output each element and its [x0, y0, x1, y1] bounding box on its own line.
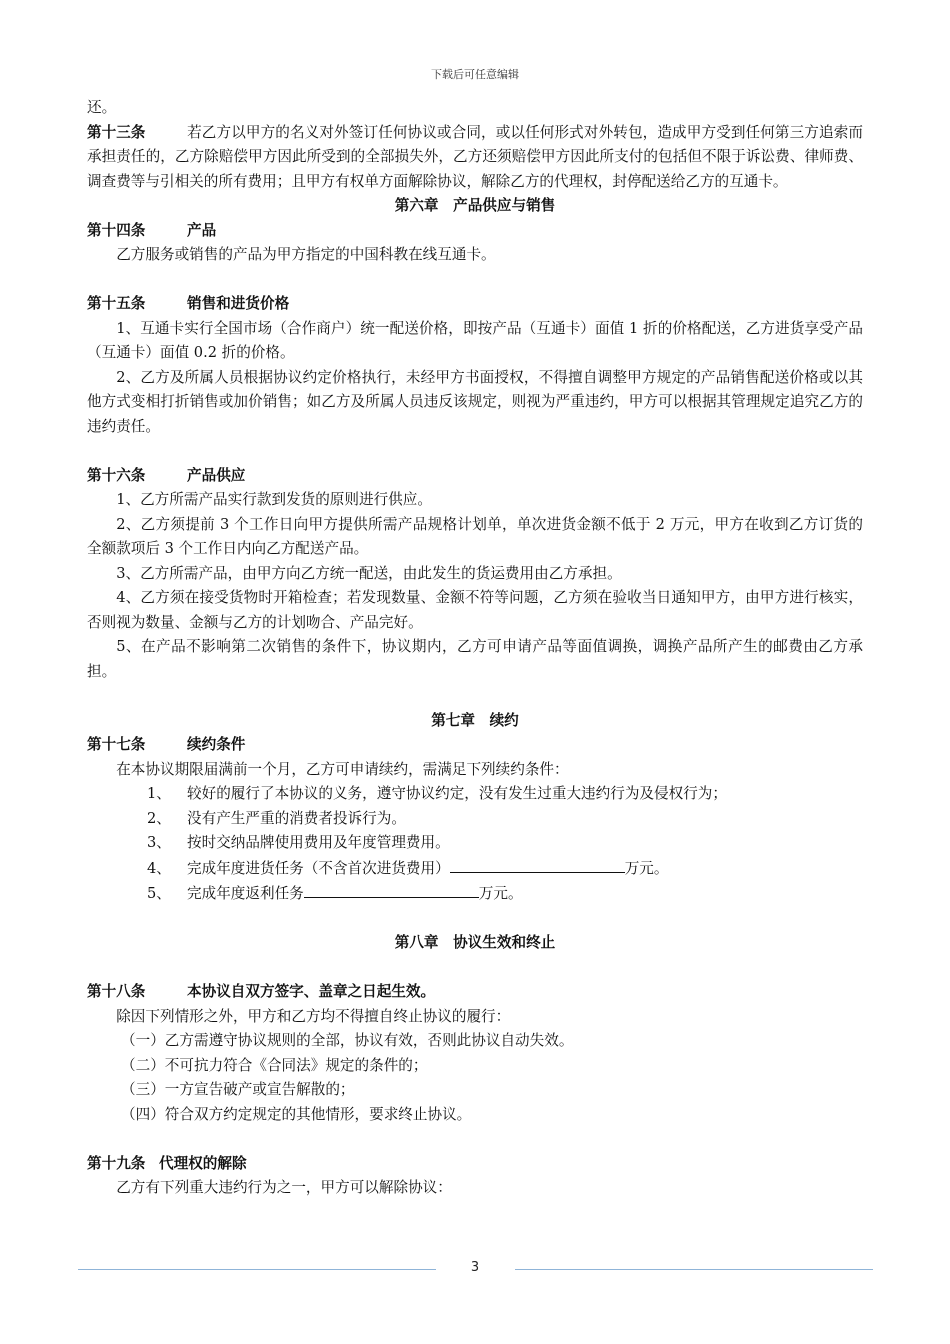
page-number: 3	[470, 1260, 480, 1275]
renewal-condition	[87, 807, 863, 832]
article-number: 第十七条	[87, 736, 146, 753]
spacer	[87, 268, 863, 293]
spacer	[87, 439, 863, 464]
article-16-item: 5、在产品不影响第二次销售的条件下，协议期内，乙方可申请产品等面值调换，调换产品所产生的邮费由乙方承担。	[87, 638, 863, 680]
list-text: 较好的履行了本协议的义务，遵守协议约定，没有发生过重大违约行为及侵权行为；	[187, 785, 727, 802]
article-title: 本协议自双方签字、盖章之日起生效。	[187, 983, 436, 1000]
document-body	[87, 96, 863, 1201]
spacer	[87, 956, 863, 981]
article-15-item: 1、互通卡实行全国市场（合作商户）统一配送价格，即按产品（互通卡）面值 1 折的价格配送，乙方进货享受产品（互通卡）面值 0.2 折的价格。	[87, 319, 863, 361]
article-16-heading	[87, 464, 863, 489]
article-title: 续约条件	[187, 736, 246, 753]
termination-case: （四）符合双方约定规定的其他情形，要求终止协议。	[121, 1105, 472, 1123]
list-suffix: 万元。	[624, 859, 669, 877]
article-number: 第十三条	[87, 123, 146, 141]
list-number: 1、	[147, 785, 171, 802]
article-16-item: 1、乙方所需产品实行款到发货的原则进行供应。	[116, 491, 432, 508]
renewal-condition	[87, 881, 863, 907]
article-19-heading	[87, 1152, 863, 1177]
article-text: 若乙方以甲方的名义对外签订任何协议或合同，或以任何形式对外转包，造成甲方受到任何第三方追索而承担责任的，乙方除赔偿甲方因此所受到的全部损失外，乙方还须赔偿甲方因此所支付的包括但不限于诉讼费、律师费、调查费等与引相关的所有费用；且甲方有权单方面解除协议，解除乙方的代理权，封停配送给乙方的互通卡。	[87, 123, 863, 190]
list-number: 2、	[147, 809, 171, 827]
spacer	[87, 907, 863, 932]
article-16-item: 2、乙方须提前 3 个工作日向甲方提供所需产品规格计划单，单次进货金额不低于 2 万元，甲方在收到乙方订货的全额款项后 3 个工作日内向乙方配送产品。	[87, 515, 863, 557]
fill-in-blank[interactable]	[304, 881, 479, 898]
article-13	[87, 121, 863, 195]
article-16-item: 3、乙方所需产品，由甲方向乙方统一配送，由此发生的货运费用由乙方承担。	[116, 564, 622, 582]
list-number: 4、	[147, 859, 171, 877]
continuation-text: 还。	[87, 99, 117, 116]
article-18-intro: 除因下列情形之外，甲方和乙方均不得擅自终止协议的履行：	[116, 1007, 511, 1025]
article-number: 第十五条	[87, 295, 146, 312]
list-text: 完成年度进货任务（不含首次进货费用）	[187, 859, 450, 877]
article-number: 第十六条	[87, 466, 146, 484]
chapter-7-title: 第七章 续约	[431, 711, 519, 729]
termination-case: （三）一方宣告破产或宣告解散的；	[121, 1081, 355, 1098]
article-title: 代理权的解除	[159, 1154, 247, 1172]
renewal-condition	[87, 856, 863, 882]
spacer	[87, 1127, 863, 1152]
fill-in-blank[interactable]	[450, 856, 625, 873]
list-text: 按时交纳品牌使用费用及年度管理费用。	[187, 834, 450, 851]
list-suffix: 万元。	[478, 885, 523, 902]
chapter-6-title: 第六章 产品供应与销售	[394, 197, 556, 214]
article-14-body: 乙方服务或销售的产品为甲方指定的中国科教在线互通卡。	[116, 246, 496, 263]
article-17-intro: 在本协议期限届满前一个月，乙方可申请续约，需满足下列续约条件：	[116, 760, 569, 778]
list-number: 5、	[147, 885, 171, 902]
page-header: 下载后可任意编辑	[431, 68, 519, 81]
article-number: 第十九条	[87, 1154, 146, 1172]
list-text: 完成年度返利任务	[187, 885, 304, 902]
article-title: 销售和进货价格	[187, 295, 290, 312]
termination-case: （二）不可抗力符合《合同法》规定的条件的；	[121, 1056, 428, 1074]
footer-divider-left	[78, 1269, 436, 1270]
article-16-item: 4、乙方须在接受货物时开箱检查；若发现数量、金额不符等问题，乙方须在验收当日通知甲方，由甲方进行核实，否则视为数量、金额与乙方的计划吻合、产品完好。	[87, 589, 863, 631]
article-17-heading	[87, 733, 863, 758]
page-footer	[0, 1260, 950, 1280]
article-number: 第十八条	[87, 983, 146, 1000]
footer-divider-right	[515, 1269, 873, 1270]
article-14-heading	[87, 219, 863, 244]
article-title: 产品	[187, 221, 217, 239]
renewal-condition	[87, 831, 863, 856]
article-15-heading	[87, 292, 863, 317]
spacer	[87, 684, 863, 709]
article-title: 产品供应	[187, 466, 246, 484]
article-18-heading	[87, 980, 863, 1005]
chapter-8-title: 第八章 协议生效和终止	[394, 934, 556, 951]
article-19-intro: 乙方有下列重大违约行为之一，甲方可以解除协议：	[116, 1179, 452, 1196]
article-15-item: 2、乙方及所属人员根据协议约定价格执行，未经甲方书面授权，不得擅自调整甲方规定的产品销售配送价格或以其他方式变相打折销售或加价销售；如乙方及所属人员违反该规定，则视为严重违约，甲方可以根据其管理规定追究乙方的违约责任。	[87, 368, 863, 435]
termination-case: （一）乙方需遵守协议规则的全部，协议有效，否则此协议自动失效。	[121, 1032, 574, 1049]
renewal-condition	[87, 782, 863, 807]
article-number: 第十四条	[87, 221, 146, 239]
list-number: 3、	[147, 834, 171, 851]
list-text: 没有产生严重的消费者投诉行为。	[187, 809, 406, 827]
